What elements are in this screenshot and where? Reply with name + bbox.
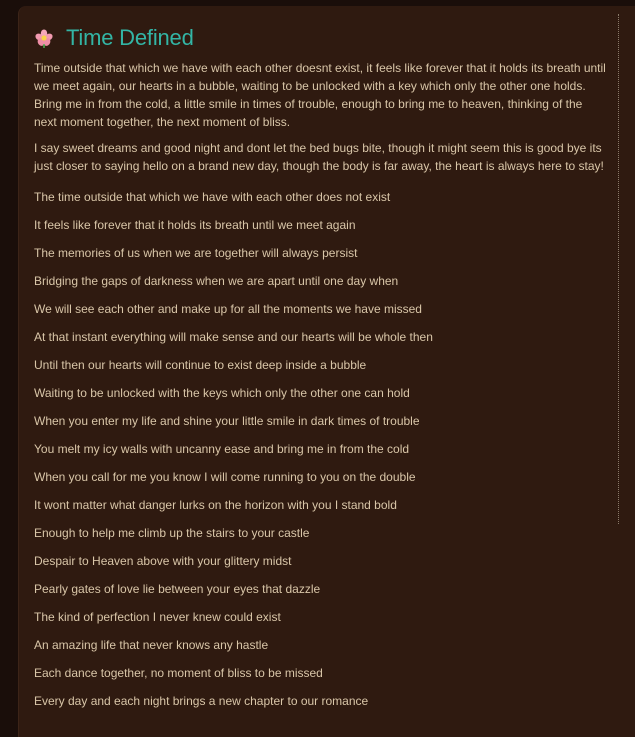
poem-line: When you enter my life and shine your little smile in dark times of trouble [34,414,420,428]
poem-line: The kind of perfection I never knew could exist [34,610,281,624]
flower-icon [34,28,54,48]
intro-paragraph: Time outside that which we have with each other doesnt exist, it feels like forever that it holds its breath until we meet again, our hearts in a bubble, waiting to be unlocked with a key which only the other one holds. Bring me in from the cold, a little smile in times of trouble, enough to bring me to heaven, thinking of the next moment together, the next moment of bliss. [34,61,606,129]
poem-line: At that instant everything will make sense and our hearts will be whole then [34,330,433,344]
second-paragraph: I say sweet dreams and good night and dont let the bed bugs bite, though it might seem this is good bye its just closer to saying hello on a brand new day, though the body is far away, the heart is always here to stay! [34,141,604,173]
poem-line: Bridging the gaps of darkness when we are apart until one day when [34,274,399,288]
poem-line: The memories of us when we are together will always persist [34,246,358,260]
poem-line: Pearly gates of love lie between your eyes that dazzle [34,582,321,596]
post-header [34,22,194,54]
poem-line: The time outside that which we have with each other does not exist [34,190,391,204]
poem-line: It feels like forever that it holds its breath until we meet again [34,218,356,232]
post-title: Time Defined [66,25,194,50]
poem-line: Waiting to be unlocked with the keys which only the other one can hold [34,386,410,400]
post-body [34,59,606,715]
poem-line: You melt my icy walls with uncanny ease and bring me in from the cold [34,442,410,456]
poem-line: It wont matter what danger lurks on the horizon with you I stand bold [34,498,397,512]
poem-line: Every day and each night brings a new chapter to our romance [34,694,369,708]
poem-line: Until then our hearts will continue to exist deep inside a bubble [34,358,367,372]
poem-line: Enough to help me climb up the stairs to your castle [34,526,310,540]
poem-line: When you call for me you know I will come running to you on the double [34,470,416,484]
poem-line: An amazing life that never knows any hastle [34,638,269,652]
poem-line: Each dance together, no moment of bliss to be missed [34,666,323,680]
dotted-divider [618,14,619,524]
poem-line: We will see each other and make up for all the moments we have missed [34,302,422,316]
poem-lines [34,183,606,715]
poem-line: Despair to Heaven above with your glittery midst [34,554,292,568]
